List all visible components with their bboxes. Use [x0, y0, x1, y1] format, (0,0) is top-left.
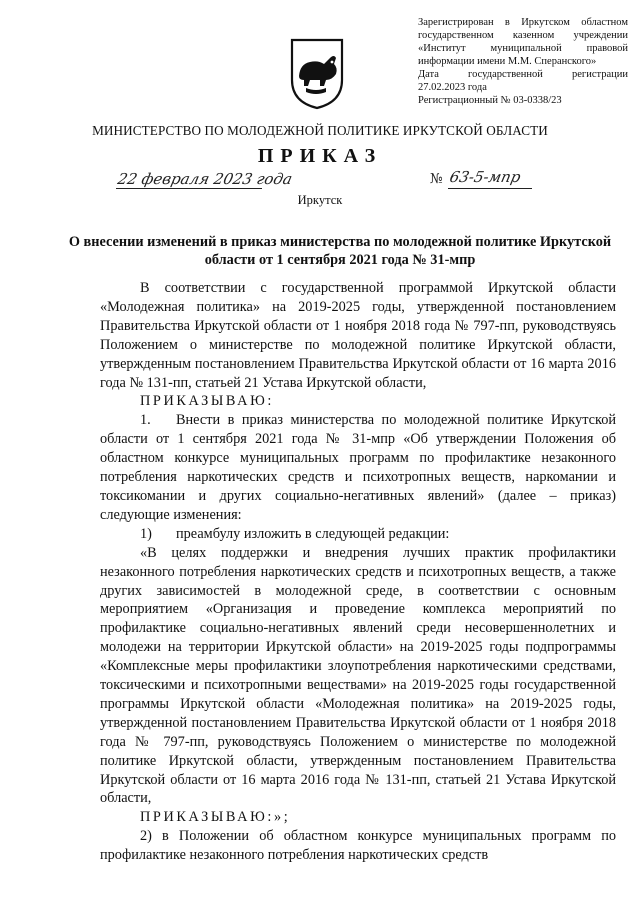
subitem-1-number: 1) — [140, 525, 152, 542]
registration-line: Дата государственной регистрации — [418, 69, 628, 80]
order-heading: О внесении изменений в приказ министерства по молодежной политике Иркутской области от 1 сентября 2021 года № 31-мпр — [68, 234, 612, 268]
registration-line: государственном казенном учреждении — [418, 30, 628, 41]
registration-stamp — [418, 16, 628, 107]
number-label: № — [430, 171, 443, 187]
registration-line: Зарегистрирован в Иркутском областном — [418, 17, 628, 28]
subitem-1-paragraph — [100, 525, 616, 544]
irkutsk-coat-of-arms-emblem — [286, 36, 348, 110]
prikazyvayu-quoted-label: ПРИКАЗЫВАЮ:»; — [140, 809, 291, 826]
ministry-name: МИНИСТЕРСТВО ПО МОЛОДЕЖНОЙ ПОЛИТИКЕ ИРКУТСКОЙ ОБЛАСТИ — [92, 123, 548, 138]
registration-date: 27.02.2023 года — [418, 82, 487, 93]
registration-number: Регистрационный № 03-0338/23 — [418, 95, 562, 106]
number-underline — [448, 188, 532, 189]
city: Иркутск — [297, 193, 343, 207]
item-1-paragraph — [100, 411, 616, 524]
registration-line: информации имени М.М. Сперанского» — [418, 56, 597, 67]
handwritten-number: 63-5-мпр — [448, 168, 523, 186]
quoted-preamble: «В целях поддержки и внедрения лучших практик профилактики незаконного потребления наркотических средств и психотропных веществ, а также других зависимостей в молодежной среде, в соответствии с основным мероприятием «Организация и проведение комплекса мероприятий по профилактике социально-негативных явлений среди несовершеннолетних и молодежи на территории Иркутской области» на 2019-2025 годы подпрограммы «Комплексные меры профилактики злоупотребления наркотическими средствами, токсическими и психотропными веществами» на 2019-2025 годы государственной программы Иркутской области «Молодежная политика» на 2019-2025 годы, утвержденной постановлением Правительства Иркутской области от 1 ноября 2018 года № 797-пп, руководствуясь Положением о министерстве по молодежной политике Иркутской области, утвержденным постановлением Правительства Иркутской области от 16 марта 2016 года № 131-пп, статьей 21 Устава Иркутской области, — [100, 544, 616, 807]
handwritten-date: 22 февраля 2023 года — [116, 170, 294, 188]
prikazyvayu-label: ПРИКАЗЫВАЮ: — [140, 393, 274, 410]
document-body — [100, 279, 616, 865]
preamble-paragraph: В соответствии с государственной программой Иркутской области «Молодежная политика» на 2019-2025 годы, утвержденной постановлением Правительства Иркутской области от 1 ноября 2018 года № 797-пп, руководствуясь Положением о министерстве по молодежной политике Иркутской области, утвержденным постановлением Правительства Иркутской области от 16 марта 2016 года № 131-пп, статьей 21 Устава Иркутской области, — [100, 280, 616, 391]
date-underline — [116, 188, 262, 189]
subitem-1-text: преамбулу изложить в следующей редакции: — [176, 525, 450, 542]
item-1-number: 1. — [140, 412, 151, 429]
registration-line: «Институт муниципальной правовой — [418, 43, 628, 54]
item-1-text: Внести в приказ министерства по молодежной политике Иркутской области от 1 сентября 2021 года № 31-мпр «Об утверждении Положения об областном конкурсе муниципальных программ по профилактике незаконного потребления наркотических средств и психотропных веществ, наркомании и токсикомании и других социально-негативных явлений» (далее – приказ) следующие изменения: — [100, 412, 616, 523]
subitem-2-paragraph: 2) в Положении об областном конкурсе муниципальных программ по профилактике незаконного потребления наркотических средств — [100, 828, 616, 864]
document-title: ПРИКАЗ — [257, 145, 383, 167]
